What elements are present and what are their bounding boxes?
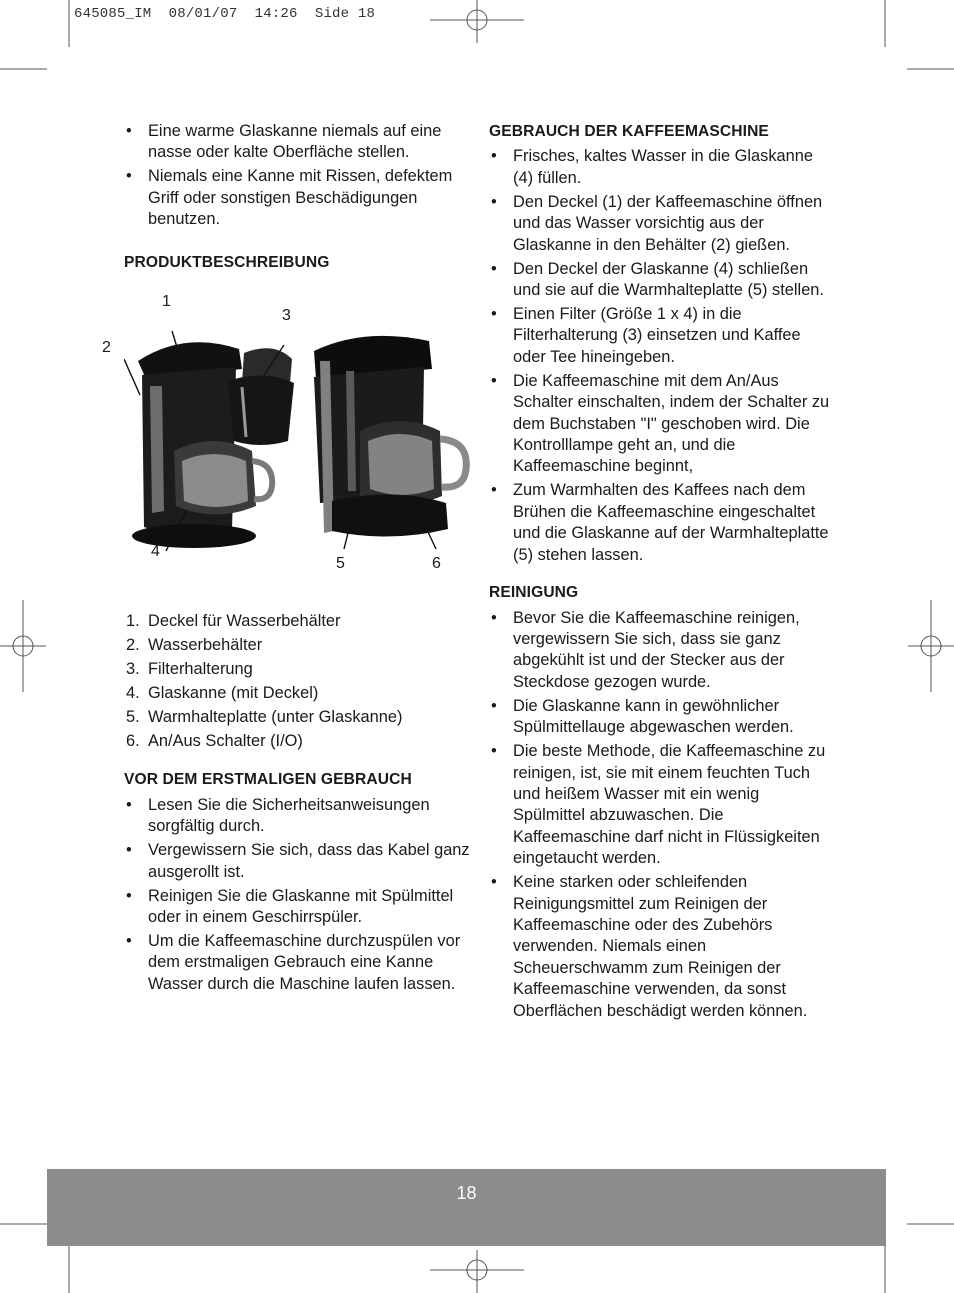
first-use-heading: VOR DEM ERSTMALIGEN GEBRAUCH — [124, 771, 412, 789]
list-item: • Keine starken oder schleifenden Reinigungsmittel zum Reinigen der Kaffeemaschine oder des Zubehörs verwenden. Niemals einen Scheuerschwamm zum Reinigen der Kaffeemaschine verwenden, da sonst Oberflächen beschädigt werden können. — [489, 872, 834, 1022]
usage-heading: GEBRAUCH DER KAFFEEMASCHINE — [489, 123, 769, 140]
list-item: • Den Deckel der Glaskanne (4) schließen und sie auf die Warmhalteplatte (5) stellen. — [489, 259, 834, 302]
item-number: 1. — [126, 612, 140, 631]
list-item — [124, 683, 474, 704]
list-item: • Reinigen Sie die Glaskanne mit Spülmittel oder in einem Geschirrspüler. — [124, 886, 474, 929]
list-item — [124, 659, 474, 680]
list-item: • Eine warme Glaskanne niemals auf eine nasse oder kalte Oberfläche stellen. — [124, 121, 474, 164]
machine-open-view — [132, 342, 294, 548]
list-item: • Die Glaskanne kann in gewöhnlicher Spülmittellauge abgewaschen werden. — [489, 696, 834, 739]
usage-list — [489, 146, 834, 566]
item-label: Deckel für Wasserbehälter — [148, 612, 341, 631]
list-item: • Zum Warmhalten des Kaffees nach dem Brühen die Kaffeemaschine eingeschaltet und die Glaskanne auf der Warmhalteplatte (5) stehen lassen. — [489, 480, 834, 566]
callout-1: 1 — [162, 293, 171, 311]
item-number: 4. — [126, 684, 140, 703]
coffee-maker-illustration — [124, 291, 474, 591]
list-item — [124, 707, 474, 728]
list-item — [124, 611, 474, 632]
item-number: 5. — [126, 708, 140, 727]
machine-closed-view — [314, 336, 466, 537]
item-number: 2. — [126, 636, 140, 655]
print-slug: 645085_IM 08/01/07 14:26 Side 18 — [74, 6, 376, 22]
intro-list — [124, 121, 474, 231]
list-item: • Bevor Sie die Kaffeemaschine reinigen, vergewissern Sie sich, dass sie ganz abgekühlt ist und der Stecker aus der Steckdose gezogen wurde. — [489, 608, 834, 694]
list-item: • Einen Filter (Größe 1 x 4) in die Filterhalterung (3) einsetzen und Kaffee oder Tee hineingeben. — [489, 304, 834, 368]
list-item: • Die beste Methode, die Kaffeemaschine zu reinigen, ist, sie mit einem feuchten Tuch und heißem Wasser mit ein wenig Spülmittel abzuwaschen. Die Kaffeemaschine darf nicht in Flüssigkeiten eingetaucht werden. — [489, 741, 834, 869]
item-label: An/Aus Schalter (I/O) — [148, 732, 303, 751]
parts-list — [124, 611, 474, 752]
left-column — [102, 121, 474, 998]
list-item: • Die Kaffeemaschine mit dem An/Aus Schalter einschalten, indem der Schalter zu dem Buchstaben "I" geschoben wird. Die Kontrolllampe geht an, und die Kaffeemaschine beginnt, — [489, 371, 834, 478]
callout-4: 4 — [151, 543, 160, 561]
list-item — [124, 635, 474, 656]
list-item: • Vergewissern Sie sich, dass das Kabel ganz ausgerollt ist. — [124, 840, 474, 883]
list-item — [124, 731, 474, 752]
list-item: • Den Deckel (1) der Kaffeemaschine öffnen und das Wasser vorsichtig aus der Glaskanne in den Behälter (2) gießen. — [489, 192, 834, 256]
callout-5: 5 — [336, 555, 345, 573]
item-label: Filterhalterung — [148, 660, 253, 679]
cleaning-list — [489, 608, 834, 1023]
list-item: • Um die Kaffeemaschine durchzuspülen vor dem erstmaligen Gebrauch eine Kanne Wasser durch die Maschine laufen lassen. — [124, 931, 474, 995]
product-description-heading: PRODUKTBESCHREIBUNG — [124, 253, 330, 271]
callout-6: 6 — [432, 555, 441, 573]
item-number: 3. — [126, 660, 140, 679]
list-item: • Lesen Sie die Sicherheitsanweisungen sorgfältig durch. — [124, 795, 474, 838]
cleaning-heading: REINIGUNG — [489, 584, 579, 602]
list-item: • Frisches, kaltes Wasser in die Glaskanne (4) füllen. — [489, 146, 834, 189]
item-label: Glaskanne (mit Deckel) — [148, 684, 319, 703]
callout-3: 3 — [282, 307, 291, 325]
list-item: • Niemals eine Kanne mit Rissen, defektem Griff oder sonstigen Beschädigungen benutzen. — [124, 166, 474, 230]
item-label: Wasserbehälter — [148, 636, 263, 655]
item-number: 6. — [126, 732, 140, 751]
callout-2: 2 — [102, 339, 111, 357]
first-use-list — [124, 795, 474, 995]
footer-bar — [47, 1169, 886, 1246]
page-number: 18 — [456, 1183, 477, 1203]
coffee-maker-figure — [102, 291, 474, 591]
right-column — [489, 121, 834, 1025]
item-label: Warmhalteplatte (unter Glaskanne) — [148, 708, 403, 727]
